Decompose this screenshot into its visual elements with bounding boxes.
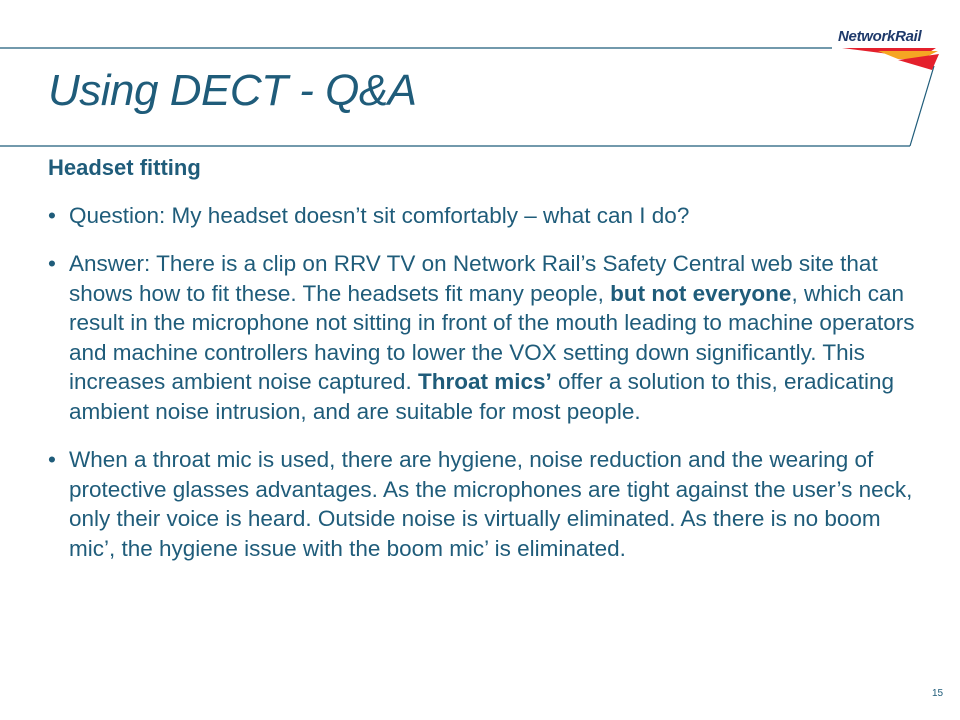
bullet-list	[48, 201, 918, 564]
logo-wordmark: NetworkRail	[838, 28, 922, 45]
bullet-text: offer a solution to this, eradicating ambient noise intrusion, and are suitable for most people.	[69, 369, 895, 424]
bullet-marker: •	[48, 447, 56, 472]
subheading: Headset fitting	[48, 155, 201, 180]
frame-diagonal-line	[910, 66, 934, 146]
slide-content	[48, 153, 918, 582]
bullet-text: Answer: There is a clip on RRV TV on Network Rail’s Safety Central web site that shows how to fit these. The headsets fit many people,	[69, 251, 878, 306]
network-rail-logo	[838, 24, 946, 72]
bullet-text-bold: Throat mics’	[417, 369, 552, 394]
bullet-text: , which can result in the microphone not sitting in front of the mouth leading to machine operators and machine controllers having to lower the VOX setting down significantly. This increases ambient noise captured.	[69, 280, 915, 394]
bullet-marker: •	[48, 251, 56, 276]
bullet-marker: •	[48, 202, 56, 228]
bullet-text: When a throat mic is used, there are hygiene, noise reduction and the wearing of protective glasses advantages. As the microphones are tight against the user’s neck, only their voice is heard. Outside noise is virtually eliminated. As there is no boom mic’, the hygiene issue with the boom mic’ is eliminated.	[69, 447, 913, 561]
logo-swoosh-icon	[838, 46, 946, 72]
bullet-item	[48, 201, 918, 231]
bullet-text-bold: but not everyone	[610, 280, 792, 306]
page-number: 15	[932, 688, 944, 699]
slide-title: Using DECT - Q&A	[48, 66, 417, 115]
bullet-item	[48, 249, 918, 426]
bullet-text: Question: My headset doesn’t sit comfortably – what can I do?	[69, 202, 690, 228]
bullet-item	[48, 445, 918, 563]
